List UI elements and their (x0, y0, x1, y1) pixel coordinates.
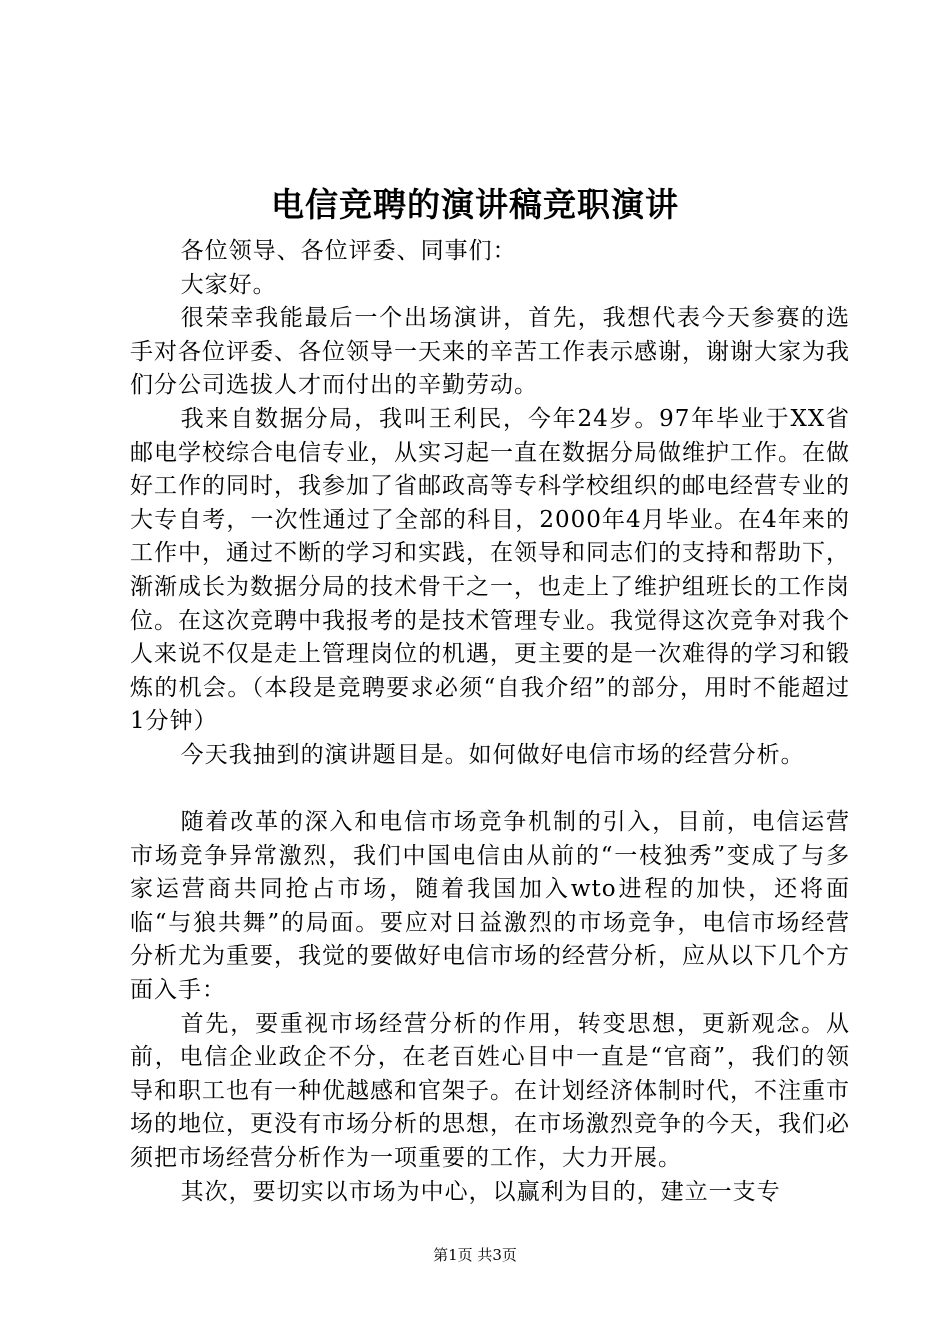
self-intro-paragraph: 我来自数据分局，我叫王利民，今年24岁。97年毕业于XX省邮电学校综合电信专业，从实习起一直在数据分局做维护工作。在做好工作的同时，我参加了省邮政高等专科学校组织的邮电经营专业的大专自考，一次性通过了全部的科目，2000年4月毕业。在4年来的工作中，通过不断的学习和实践，在领导和同志们的支持和帮助下，渐渐成长为数据分局的技术骨干之一，也走上了维护组班长的工作岗位。在这次竞聘中我报考的是技术管理专业。我觉得这次竞争对我个人来说不仅是走上管理岗位的机遇，更主要的是一次难得的学习和锻炼的机会。（本段是竞聘要求必须“自我介绍”的部分，用时不能超过1分钟） (130, 405, 850, 735)
document-body (130, 235, 850, 1209)
salutation-paragraph: 各位领导、各位评委、同事们： (180, 238, 517, 264)
page-number-footer: 第1页 共3页 (433, 1246, 517, 1264)
second-point-paragraph: 其次，要切实以市场为中心，以赢利为目的，建立一支专 (180, 1178, 781, 1205)
blank-line (130, 773, 850, 807)
opening-paragraph: 很荣幸我能最后一个出场演讲，首先，我想代表今天参赛的选手对各位评委、各位领导一天来的辛苦工作表示感谢，谢谢大家为我们分公司选拔人才而付出的辛勤劳动。 (130, 305, 850, 399)
document-title: 电信竞聘的演讲稿竞职演讲 (271, 185, 679, 224)
topic-paragraph: 今天我抽到的演讲题目是。如何做好电信市场的经营分析。 (180, 741, 805, 768)
first-point-paragraph: 首先，要重视市场经营分析的作用，转变思想，更新观念。从前，电信企业政企不分，在老百姓心目中一直是“官商”，我们的领导和职工也有一种优越感和官架子。在计划经济体制时代，不注重市场的地位，更没有市场分析的思想，在市场激烈竞争的今天，我们必须把市场经营分析作为一项重要的工作，大力开展。 (130, 1010, 850, 1172)
greeting-paragraph: 大家好。 (180, 271, 277, 298)
market-context-paragraph: 随着改革的深入和电信市场竞争机制的引入，目前，电信运营市场竞争异常激烈，我们中国电信由从前的“一枝独秀”变成了与多家运营商共同抢占市场，随着我国加入wto进程的加快，还将面临“与狼共舞”的局面。要应对日益激烈的市场竞争，电信市场经营分析尤为重要，我觉的要做好电信市场的经营分析，应从以下几个方面入手： (130, 809, 850, 1004)
